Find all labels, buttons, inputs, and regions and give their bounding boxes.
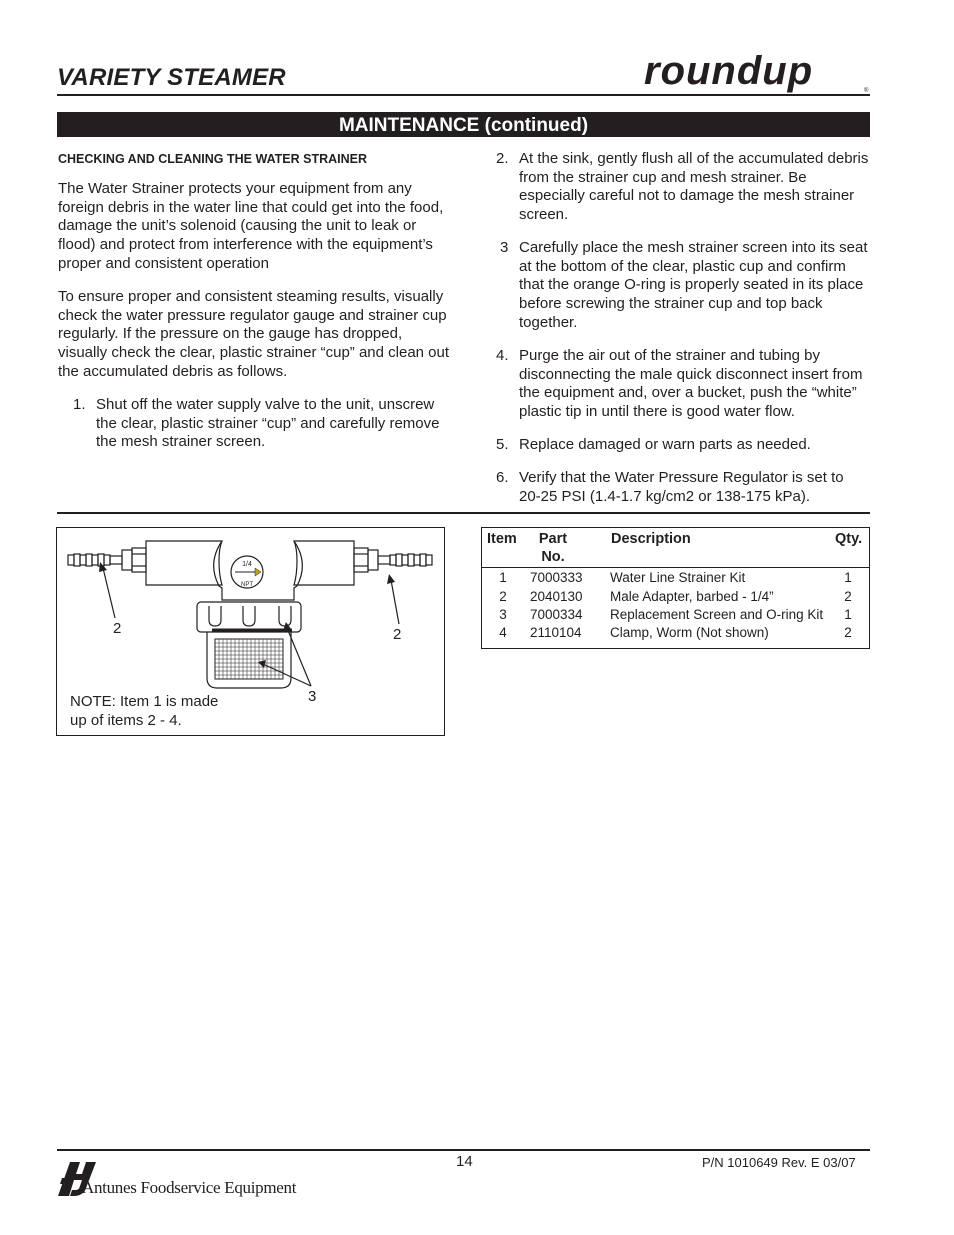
row-1-item: 1 bbox=[499, 570, 507, 585]
intro-paragraph-1: The Water Strainer protects your equipment from any foreign debris in the water line that could get into the food, damage the unit’s solenoid (causing the unit to leak or flood) and protect from interference with the equipment’s proper and consistent operation bbox=[58, 180, 444, 272]
document-part-number: P/N 1010649 Rev. E 03/07 bbox=[702, 1155, 856, 1170]
section-title-bar: MAINTENANCE (continued) bbox=[57, 112, 870, 137]
left-barbed-fitting bbox=[68, 548, 146, 572]
header-part-no bbox=[522, 530, 584, 566]
header-item: Item bbox=[487, 531, 517, 547]
row-1-description: Water Line Strainer Kit bbox=[610, 570, 746, 585]
row-2-description: Male Adapter, barbed - 1/4” bbox=[610, 589, 774, 604]
step-number: 5. bbox=[496, 436, 509, 453]
footer-rule bbox=[57, 1149, 870, 1151]
page-number: 14 bbox=[456, 1153, 473, 1170]
document-title: VARIETY STEAMER bbox=[57, 64, 286, 91]
row-2-item: 2 bbox=[499, 589, 507, 604]
step-text: Carefully place the mesh strainer screen into its seat at the bottom of the clear, plastic cup and confirm that the orange O-ring is properly seated in its place before screwing the strainer cup and top back together. bbox=[519, 239, 868, 331]
step-text: Purge the air out of the strainer and tubing by disconnecting the male quick disconnect insert from the equipment and, over a bucket, push the “white” plastic tip in until there is good water flow. bbox=[519, 347, 863, 421]
subsection-heading: CHECKING AND CLEANING THE WATER STRAINER bbox=[58, 152, 368, 166]
intro-paragraph-2: To ensure proper and consistent steaming results, visually check the water pressure regulator gauge and strainer cup regularly. If the pressure on the gauge has dropped, visually check the clear, plastic strainer “cup” and clean out the accumulated debris as follows. bbox=[58, 288, 450, 380]
figure-note-line-2: up of items 2 - 4. bbox=[70, 711, 182, 729]
brand-wordmark: roundup bbox=[644, 49, 814, 93]
table-header-rule bbox=[482, 567, 869, 568]
row-1-qty: 1 bbox=[844, 570, 852, 585]
callout-label-2-right: 2 bbox=[393, 626, 402, 643]
header-description: Description bbox=[611, 531, 691, 547]
figure-note-line-1: NOTE: Item 1 is made bbox=[70, 693, 219, 710]
row-3-part: 7000334 bbox=[530, 607, 583, 622]
row-4-description: Clamp, Worm (Not shown) bbox=[610, 625, 769, 640]
header-rule bbox=[57, 94, 870, 96]
step-text: Replace damaged or warn parts as needed. bbox=[519, 436, 811, 453]
row-3-item: 3 bbox=[499, 607, 507, 622]
fitting-size-label: 1/4 bbox=[242, 561, 252, 568]
step-text: Shut off the water supply valve to the unit, unscrew the clear, plastic strainer “cup” and carefully remove the mesh strainer screen. bbox=[96, 396, 440, 451]
flow-arrow-icon bbox=[255, 568, 261, 576]
step-number: 4. bbox=[496, 347, 509, 364]
section-divider bbox=[57, 512, 870, 514]
fitting-type-label: NPT bbox=[241, 582, 253, 588]
right-barbed-fitting bbox=[354, 548, 432, 572]
step-number: 2. bbox=[496, 150, 509, 167]
header-qty: Qty. bbox=[835, 531, 863, 547]
step-number: 6. bbox=[496, 469, 509, 486]
step-text: At the sink, gently flush all of the accumulated debris from the strainer cup and mesh strainer. Be especially careful not to damage the mesh strainer screen. bbox=[519, 150, 869, 224]
mesh-screen bbox=[215, 639, 283, 679]
strainer-body bbox=[146, 541, 354, 600]
row-3-description: Replacement Screen and O-ring Kit bbox=[610, 607, 824, 622]
callout-label-3: 3 bbox=[308, 688, 317, 705]
row-3-qty: 1 bbox=[844, 607, 852, 622]
figure-note bbox=[70, 693, 218, 730]
step-number: 1. bbox=[73, 396, 86, 413]
row-4-item: 4 bbox=[499, 625, 507, 640]
row-4-part: 2110104 bbox=[530, 625, 582, 640]
roundup-logo bbox=[640, 48, 872, 94]
header-part-line1: Part bbox=[538, 531, 568, 547]
row-4-qty: 2 bbox=[844, 625, 852, 640]
step-number: 3 bbox=[500, 239, 509, 256]
company-name: Antunes Foodservice Equipment bbox=[82, 1178, 297, 1197]
svg-text:®: ® bbox=[864, 88, 869, 94]
row-1-part: 7000333 bbox=[530, 570, 583, 585]
callout-label-2-left: 2 bbox=[113, 620, 122, 637]
step-text: Verify that the Water Pressure Regulator is set to 20-25 PSI (1.4-1.7 kg/cm2 or 138-175 kPa). bbox=[519, 469, 844, 505]
row-2-part: 2040130 bbox=[530, 589, 583, 604]
row-2-qty: 2 bbox=[844, 589, 852, 604]
header-part-line2: No. bbox=[541, 549, 565, 565]
